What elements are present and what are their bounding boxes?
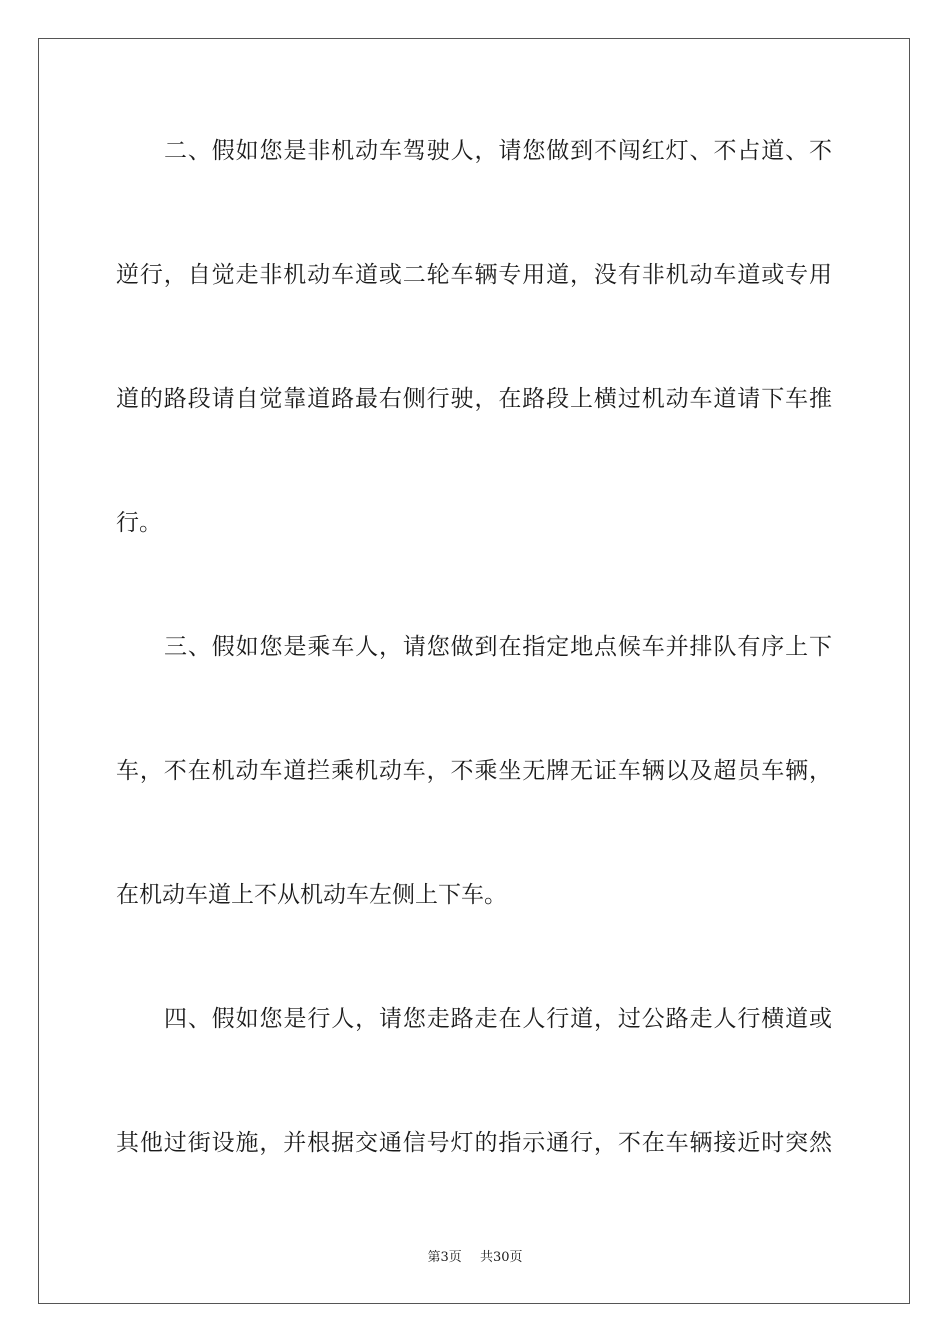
page-footer <box>0 1248 950 1268</box>
paragraph-2-line-3: 道的路段请自觉靠道路最右侧行驶，在路段上横过机动车道请下车推 <box>116 386 832 412</box>
page-frame <box>38 38 910 1304</box>
paragraph-2-line-4: 行。 <box>116 510 162 536</box>
page-number-total: 共30页 <box>479 1250 523 1265</box>
paragraph-3-line-1: 三、假如您是乘车人，请您做到在指定地点候车并排队有序上下 <box>164 634 832 660</box>
paragraph-3-line-3: 在机动车道上不从机动车左侧上下车。 <box>116 882 507 908</box>
paragraph-2-line-2: 逆行，自觉走非机动车道或二轮车辆专用道，没有非机动车道或专用 <box>116 262 832 288</box>
paragraph-4-line-2: 其他过街设施，并根据交通信号灯的指示通行，不在车辆接近时突然 <box>116 1130 832 1156</box>
paragraph-3-line-2: 车，不在机动车道拦乘机动车，不乘坐无牌无证车辆以及超员车辆， <box>116 758 832 784</box>
paragraph-4-line-1: 四、假如您是行人，请您走路走在人行道，过公路走人行横道或 <box>164 1006 832 1032</box>
paragraph-2-line-1: 二、假如您是非机动车驾驶人，请您做到不闯红灯、不占道、不 <box>164 138 832 164</box>
page-number-current: 第3页 <box>427 1250 462 1265</box>
